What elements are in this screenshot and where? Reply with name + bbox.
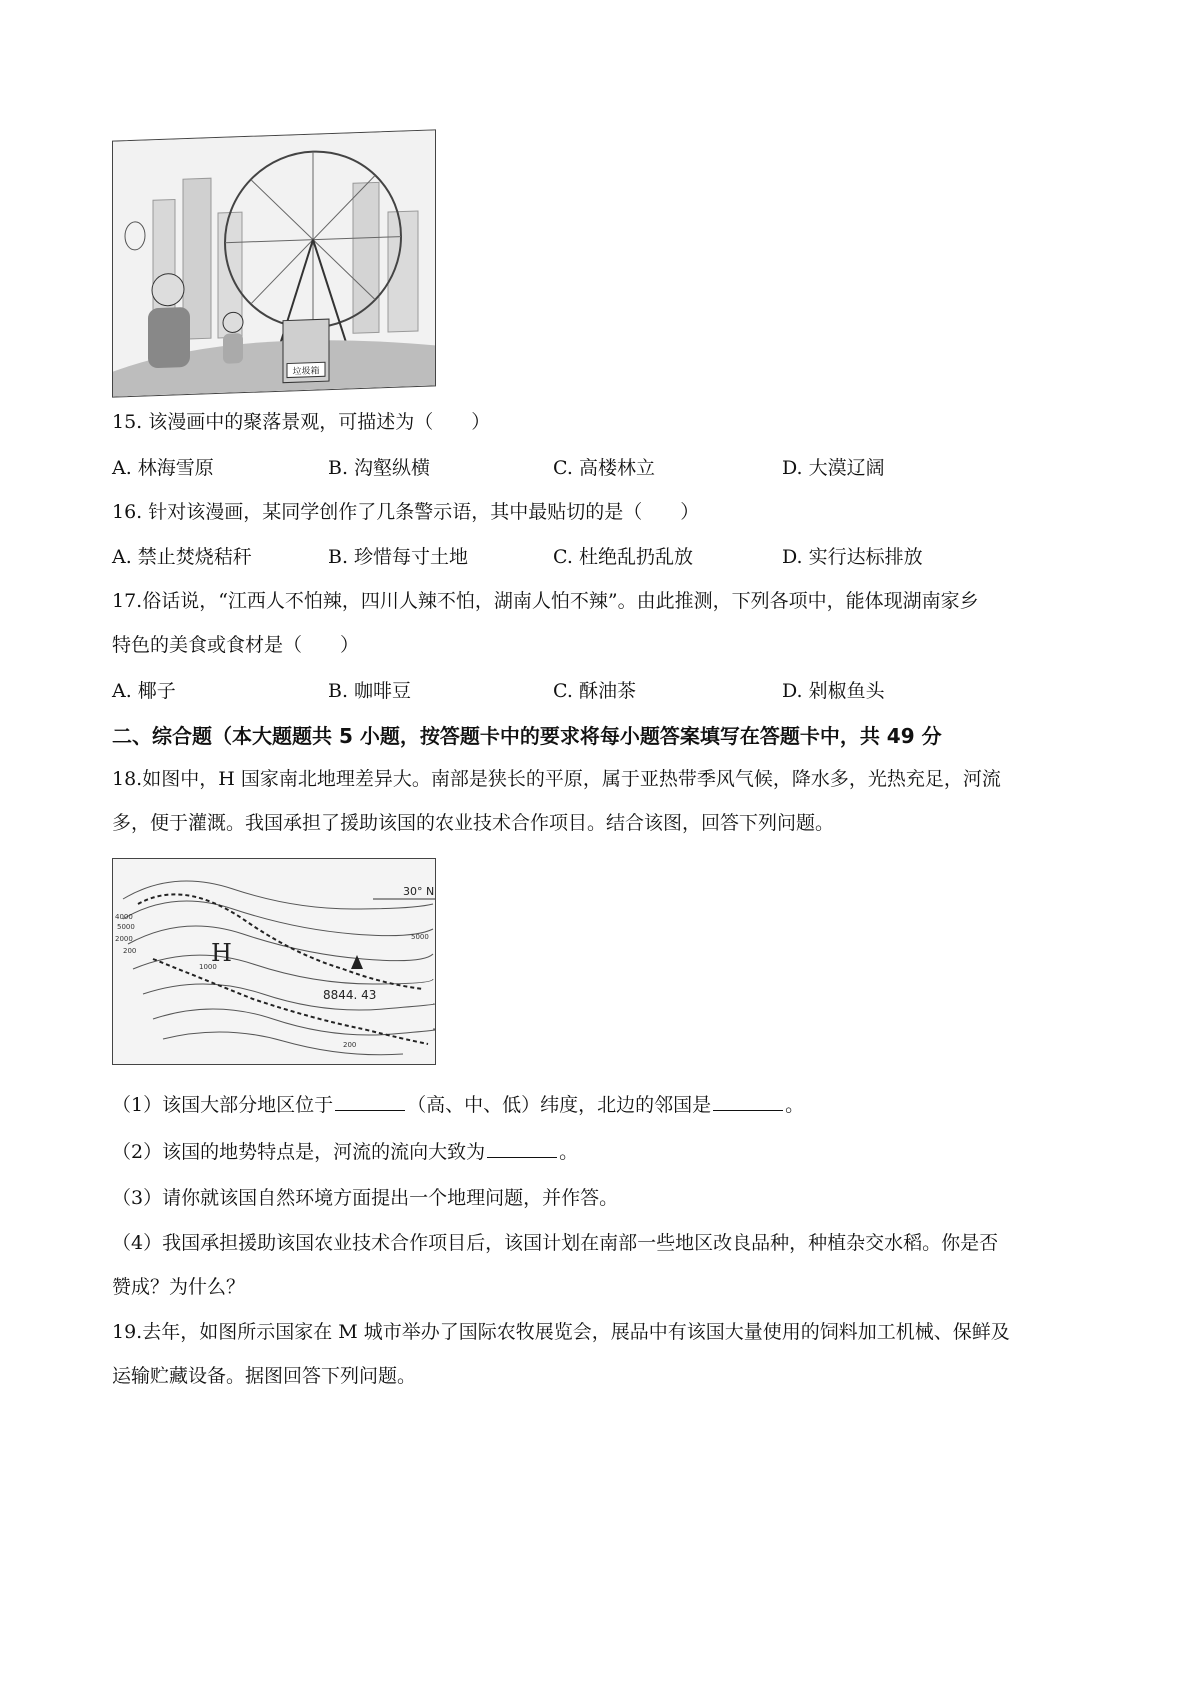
q16-option-b: B. 珍惜每寸土地 — [328, 546, 469, 568]
contour-label-1000: 1000 — [199, 963, 217, 971]
question-16-stem: 16. 针对该漫画，某同学创作了几条警示语，其中最贴切的是（ ） — [112, 501, 700, 523]
answer-blank-river-flow[interactable] — [487, 1156, 557, 1158]
q15-option-c: C. 高楼林立 — [553, 457, 655, 479]
contour-label-2000: 2000 — [115, 935, 133, 943]
q17-option-b: B. 咖啡豆 — [328, 680, 412, 702]
map-contours — [113, 859, 435, 1064]
topographic-map — [112, 858, 436, 1065]
q15-option-a: A. 林海雪原 — [112, 457, 214, 479]
q18-sub2-part-a: （2）该国的地势特点是，河流的流向大致为 — [112, 1141, 486, 1163]
peak-elevation-label: 8844. 43 — [323, 988, 377, 1002]
q18-sub1-part-a: （1）该国大部分地区位于 — [112, 1094, 334, 1116]
q15-option-b: B. 沟壑纵横 — [328, 457, 431, 479]
q17-option-d: D. 剁椒鱼头 — [782, 680, 885, 702]
question-19-stem-line2: 运输贮藏设备。据图回答下列问题。 — [112, 1365, 417, 1387]
q18-sub4-line1: （4）我国承担援助该国农业技术合作项目后，该国计划在南部一些地区改良品种，种植杂交水稻。你是否 — [112, 1232, 999, 1254]
question-19-stem-line1: 19.去年，如图所示国家在 M 城市举办了国际农牧展览会，展品中有该国大量使用的饲料加工机械、保鲜及 — [112, 1321, 1010, 1343]
q15-option-d: D. 大漠辽阔 — [782, 457, 885, 479]
q18-sub4-line2: 赞成？为什么？ — [112, 1276, 246, 1298]
question-15-stem: 15. 该漫画中的聚落景观，可描述为（ ） — [112, 411, 491, 433]
trash-bin-sign: 垃圾箱 — [292, 366, 320, 378]
q18-sub1-part-c: 。 — [785, 1094, 805, 1116]
country-h-label: H — [211, 939, 232, 967]
q18-sub3: （3）请你就该国自然环境方面提出一个地理问题，并作答。 — [112, 1187, 619, 1209]
answer-blank-neighbor[interactable] — [713, 1109, 783, 1111]
question-17-stem-line2: 特色的美食或食材是（ ） — [112, 634, 360, 656]
answer-blank-latitude[interactable] — [335, 1109, 405, 1111]
question-17-stem-line1: 17.俗话说，“江西人不怕辣，四川人辣不怕，湖南人怕不辣”。由此推测，下列各项中，能体现湖南家乡 — [112, 590, 979, 612]
contour-label-4000: 4000 — [115, 913, 133, 921]
section-2-heading: 二、综合题（本大题题共 5 小题，按答题卡中的要求将每小题答案填写在答题卡中，共 49 分 — [112, 724, 942, 748]
contour-label-200-right: 200 — [343, 1041, 357, 1049]
cartoon-illustration — [113, 130, 435, 396]
cartoon-figure — [112, 129, 436, 397]
q18-sub1-part-b: （高、中、低）纬度，北边的邻国是 — [407, 1094, 712, 1116]
question-18-stem-line1: 18.如图中，H 国家南北地理差异大。南部是狭长的平原，属于亚热带季风气候，降水多，光热充足，河流 — [112, 768, 1001, 790]
question-18-stem-line2: 多，便于灌溉。我国承担了援助该国的农业技术合作项目。结合该图，回答下列问题。 — [112, 812, 835, 834]
q18-sub2 — [112, 1137, 578, 1164]
contour-label-5000-left: 5000 — [117, 923, 135, 931]
q16-option-c: C. 杜绝乱扔乱放 — [553, 546, 693, 568]
q16-option-d: D. 实行达标排放 — [782, 546, 923, 568]
latitude-label: 30° N — [403, 885, 435, 898]
q18-sub1 — [112, 1090, 804, 1117]
contour-label-200-left: 200 — [123, 947, 137, 955]
q18-sub2-part-b: 。 — [559, 1141, 579, 1163]
q17-option-a: A. 椰子 — [112, 680, 176, 702]
q17-option-c: C. 酥油茶 — [553, 680, 636, 702]
q16-option-a: A. 禁止焚烧秸秆 — [112, 546, 252, 568]
contour-label-5000-right: 5000 — [411, 933, 429, 941]
